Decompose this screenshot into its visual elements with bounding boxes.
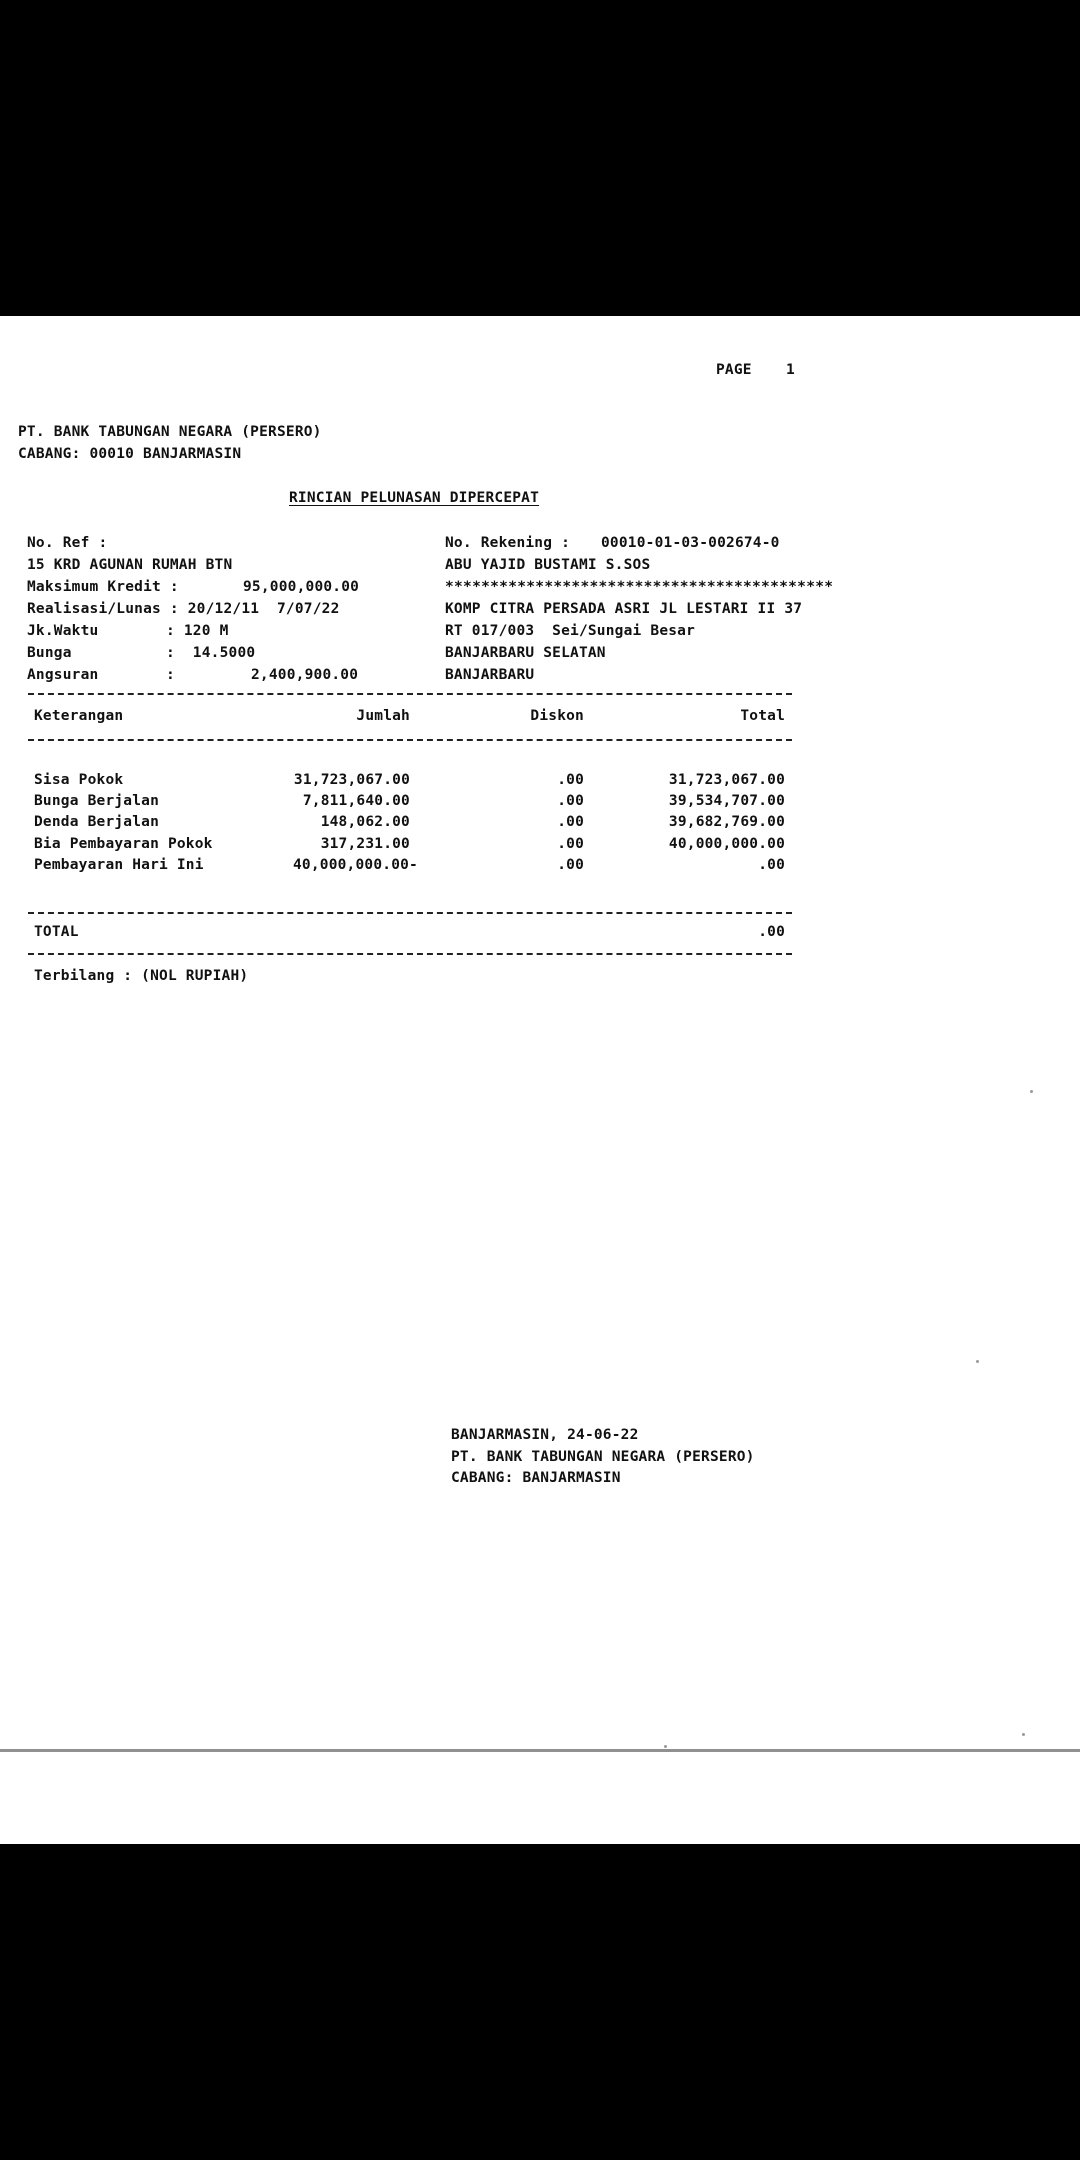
address-line-2: RT 017/003 Sei/Sungai Besar xyxy=(445,623,696,639)
row-description: Pembayaran Hari Ini xyxy=(34,857,204,873)
document-title: RINCIAN PELUNASAN DIPERCEPAT xyxy=(289,490,540,506)
row-total: 39,682,769.00 xyxy=(668,814,785,830)
realization-label: Realisasi/Lunas : 20/12/11 xyxy=(27,601,260,617)
row-description: Bia Pembayaran Pokok xyxy=(34,836,213,852)
header-divider xyxy=(28,739,792,741)
spelled-amount: Terbilang : (NOL RUPIAH) xyxy=(34,968,249,984)
page-label: PAGE xyxy=(716,362,752,378)
total-label: TOTAL xyxy=(34,924,79,940)
bank-branch: CABANG: 00010 BANJARMASIN xyxy=(18,446,242,462)
installment-value: 2,400,900.00 xyxy=(251,667,359,683)
ref-label: No. Ref : xyxy=(27,535,108,551)
table-top-divider xyxy=(28,693,792,695)
scan-speck xyxy=(1030,1090,1033,1093)
term-value: : 120 M xyxy=(166,623,229,639)
installment-label: Angsuran xyxy=(27,667,99,683)
realization-end: 7/07/22 xyxy=(277,601,340,617)
signature-place-date: BANJARMASIN, 24-06-22 xyxy=(451,1427,639,1443)
row-total: .00 xyxy=(758,857,785,873)
header-keterangan: Keterangan xyxy=(34,708,124,724)
scan-speck xyxy=(1022,1733,1025,1736)
scan-speck xyxy=(664,1745,667,1748)
row-jumlah: 40,000,000.00- xyxy=(292,857,418,873)
header-diskon: Diskon xyxy=(530,708,584,724)
address-line-1: KOMP CITRA PERSADA ASRI JL LESTARI II 37 xyxy=(445,601,803,617)
scan-speck xyxy=(976,1360,979,1363)
row-total: 31,723,067.00 xyxy=(668,772,785,788)
row-jumlah: 7,811,640.00 xyxy=(302,793,410,809)
total-divider xyxy=(28,953,792,955)
installment-colon: : xyxy=(166,667,175,683)
row-jumlah: 317,231.00 xyxy=(320,836,410,852)
signature-bank-name: PT. BANK TABUNGAN NEGARA (PERSERO) xyxy=(451,1449,755,1465)
row-total: 40,000,000.00 xyxy=(668,836,785,852)
row-total: 39,534,707.00 xyxy=(668,793,785,809)
bank-name: PT. BANK TABUNGAN NEGARA (PERSERO) xyxy=(18,424,322,440)
masked-line: ******************************************* xyxy=(445,579,834,595)
header-jumlah: Jumlah xyxy=(356,708,410,724)
interest-value: : 14.5000 xyxy=(166,645,256,661)
max-credit-label: Maksimum Kredit : xyxy=(27,579,179,595)
max-credit-value: 95,000,000.00 xyxy=(243,579,360,595)
product-name: 15 KRD AGUNAN RUMAH BTN xyxy=(27,557,233,573)
total-value: .00 xyxy=(758,924,785,940)
account-number: 00010-01-03-002674-0 xyxy=(601,535,780,551)
signature-branch: CABANG: BANJARMASIN xyxy=(451,1470,621,1486)
header-total: Total xyxy=(740,708,785,724)
account-label: No. Rekening : xyxy=(445,535,571,551)
row-diskon: .00 xyxy=(557,857,584,873)
row-description: Sisa Pokok xyxy=(34,772,124,788)
row-diskon: .00 xyxy=(557,793,584,809)
page-number: 1 xyxy=(786,362,795,378)
row-diskon: .00 xyxy=(557,836,584,852)
row-description: Bunga Berjalan xyxy=(34,793,160,809)
row-diskon: .00 xyxy=(557,814,584,830)
scan-edge-line xyxy=(0,1749,1080,1752)
row-description: Denda Berjalan xyxy=(34,814,160,830)
address-line-3: BANJARBARU SELATAN xyxy=(445,645,606,661)
interest-label: Bunga xyxy=(27,645,72,661)
customer-name: ABU YAJID BUSTAMI S.SOS xyxy=(445,557,651,573)
address-line-4: BANJARBARU xyxy=(445,667,535,683)
row-jumlah: 31,723,067.00 xyxy=(293,772,410,788)
term-label: Jk.Waktu xyxy=(27,623,99,639)
rows-divider xyxy=(28,912,792,914)
row-jumlah: 148,062.00 xyxy=(320,814,410,830)
row-diskon: .00 xyxy=(557,772,584,788)
scanned-document xyxy=(0,316,1080,1844)
